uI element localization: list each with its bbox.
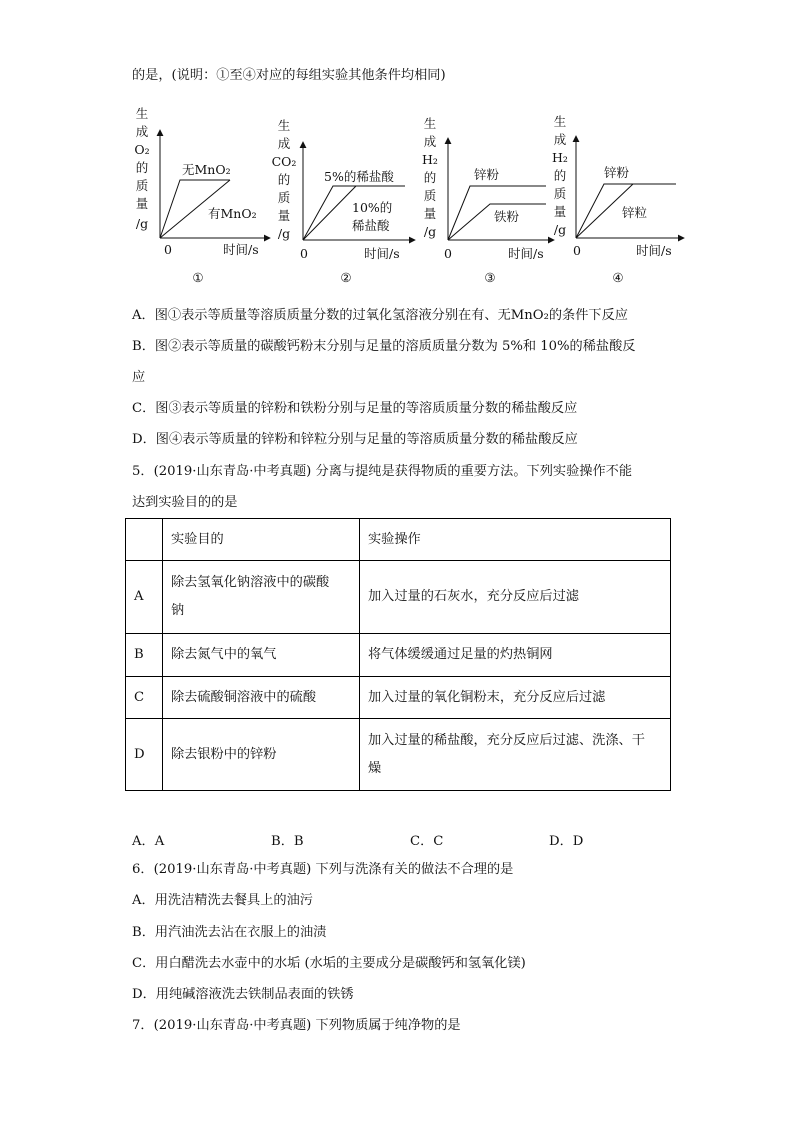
graph-4-ylabel-3: 的 [553, 168, 567, 183]
graph-4-xlabel: 时间/s [636, 243, 672, 258]
row-label: B [126, 634, 163, 677]
graph-2-ylabel-2: CO₂ [271, 154, 297, 169]
graph-3-ylabel-6: /g [423, 224, 437, 239]
row-label: A [126, 561, 163, 634]
q5-table [125, 518, 671, 791]
q5-table-header [126, 519, 671, 561]
table-row [126, 719, 671, 791]
q7-stem: 7．(2019·山东青岛·中考真题) 下列物质属于纯净物的是 [132, 1018, 461, 1033]
graph-1-curve-high-label: 无MnO₂ [182, 162, 231, 177]
graph-4-curve-high-label: 锌粉 [604, 165, 630, 180]
graph-4-ylabel-4: 质 [553, 186, 567, 201]
row-purpose: 除去氮气中的氧气 [163, 634, 360, 677]
graph-4-ylabel-5: 量 [553, 204, 567, 219]
q4-option-d: D．图④表示等质量的锌粉和锌粒分别与足量的等溶质质量分数的稀盐酸反应 [132, 432, 578, 447]
row-operation [360, 719, 671, 791]
row-operation-line: 加入过量的稀盐酸，充分反应后过滤、洗涤、干 [368, 732, 645, 748]
graph-1-number: ① [192, 270, 204, 285]
graph-3-xlabel: 时间/s [508, 246, 544, 261]
graph-3-ylabel-5: 量 [423, 206, 437, 221]
graph-3-ylabel-2: H₂ [422, 152, 438, 167]
q6-option-c: C．用白醋洗去水壶中的水垢 (水垢的主要成分是碳酸钙和氢氧化镁) [132, 956, 526, 971]
graph-4-ylabel-6: /g [553, 222, 567, 237]
graph-4-origin: 0 [573, 243, 581, 258]
intro-line: 的是，(说明：①至④对应的每组实验其他条件均相同) [132, 68, 446, 83]
graph-2 [272, 118, 415, 285]
row-label: D [126, 719, 163, 791]
graph-2-ylabel-1: 成 [277, 136, 291, 151]
row-purpose: 除去硫酸铜溶液中的硫酸 [163, 677, 360, 719]
q6-option-b: B．用汽油洗去沾在衣服上的油渍 [132, 925, 327, 940]
graph-4 [552, 114, 684, 285]
graph-3-curve-low-label: 铁粉 [494, 209, 520, 224]
graph-2-ylabel-4: 质 [277, 190, 291, 205]
table-row [126, 634, 671, 677]
graph-1-ylabel-0: 生 [135, 106, 149, 121]
graph-1-origin: 0 [164, 242, 172, 257]
graph-1-ylabel-1: 成 [135, 124, 149, 139]
graph-2-ylabel-0: 生 [277, 118, 291, 133]
graph-1 [134, 106, 270, 285]
row-purpose [163, 561, 360, 634]
graph-2-ylabel-6: /g [277, 226, 291, 241]
graph-2-ylabel-5: 量 [277, 208, 291, 223]
graph-3-number: ③ [484, 270, 496, 285]
graph-4-ylabel-0: 生 [553, 114, 567, 129]
graph-3 [422, 116, 554, 285]
row-label: C [126, 677, 163, 719]
graph-3-curve-high-label: 锌粉 [474, 167, 500, 182]
q5-option-d: D．D [549, 834, 584, 849]
row-purpose: 除去银粉中的锌粉 [163, 719, 360, 791]
graph-2-curve-low [303, 186, 356, 240]
q4-option-b: B．图②表示等质量的碳酸钙粉末分别与足量的溶质质量分数为 5%和 10%的稀盐酸反 [132, 339, 636, 354]
graph-1-ylabel-4: 质 [135, 178, 149, 193]
table-row [126, 561, 671, 634]
graph-2-curve-high-label: 5%的稀盐酸 [324, 169, 394, 184]
q4-option-b-cont: 应 [132, 370, 146, 385]
graph-3-ylabel-1: 成 [423, 134, 437, 149]
graph-4-number: ④ [612, 270, 624, 285]
reaction-graphs-figure [118, 100, 688, 290]
graph-3-origin: 0 [444, 246, 452, 261]
graph-1-ylabel-5: 量 [135, 196, 149, 211]
graph-2-curve-low-label-2: 稀盐酸 [352, 218, 390, 233]
graph-2-origin: 0 [300, 246, 308, 261]
graph-3-ylabel-0: 生 [423, 116, 437, 131]
q5-option-b: B．B [271, 834, 304, 849]
graph-3-ylabel-4: 质 [423, 188, 437, 203]
q5-option-c: C．C [410, 834, 444, 849]
graph-1-ylabel-6: /g [135, 216, 149, 231]
graph-4-ylabel-2: H₂ [552, 150, 568, 165]
graph-4-ylabel-1: 成 [553, 132, 567, 147]
row-purpose-line: 钠 [171, 603, 185, 618]
q6-option-a: A．用洗洁精洗去餐具上的油污 [132, 893, 313, 908]
q4-option-a: A．图①表示等质量等溶质质量分数的过氧化氢溶液分别在有、无MnO₂的条件下反应 [132, 308, 628, 323]
q4-option-c: C．图③表示等质量的锌粉和铁粉分别与足量的等溶质质量分数的稀盐酸反应 [132, 401, 578, 416]
q5-header-operation: 实验操作 [360, 519, 671, 561]
row-purpose-line: 除去氢氧化钠溶液中的碳酸 [171, 575, 330, 590]
graph-3-ylabel-3: 的 [423, 170, 437, 185]
q5-stem-line2: 达到实验目的的是 [132, 495, 238, 510]
graph-1-ylabel-2: O₂ [134, 142, 150, 157]
q5-stem-line1: 5．(2019·山东青岛·中考真题) 分离与提纯是获得物质的重要方法。下列实验操作不能 [132, 464, 633, 479]
q6-option-d: D．用纯碱溶液洗去铁制品表面的铁锈 [132, 987, 354, 1002]
q6-stem: 6．(2019·山东青岛·中考真题) 下列与洗涤有关的做法不合理的是 [132, 862, 514, 877]
graph-1-ylabel-3: 的 [135, 160, 149, 175]
row-operation: 加入过量的氧化铜粉末，充分反应后过滤 [360, 677, 671, 719]
q5-option-a: A．A [132, 834, 165, 849]
graph-2-ylabel-3: 的 [277, 172, 291, 187]
row-operation: 将气体缓缓通过足量的灼热铜网 [360, 634, 671, 677]
q5-header-purpose: 实验目的 [163, 519, 360, 561]
graph-2-curve-low-label-1: 10%的 [352, 200, 393, 215]
graph-1-xlabel: 时间/s [223, 242, 259, 257]
graph-2-xlabel: 时间/s [364, 246, 400, 261]
table-row [126, 677, 671, 719]
q5-header-blank [126, 519, 163, 561]
graph-4-curve-low-label: 锌粒 [622, 205, 648, 220]
graph-2-number: ② [340, 270, 352, 285]
row-operation-line: 燥 [368, 760, 382, 776]
row-operation: 加入过量的石灰水，充分反应后过滤 [360, 561, 671, 634]
graph-1-curve-low-label: 有MnO₂ [208, 206, 257, 221]
